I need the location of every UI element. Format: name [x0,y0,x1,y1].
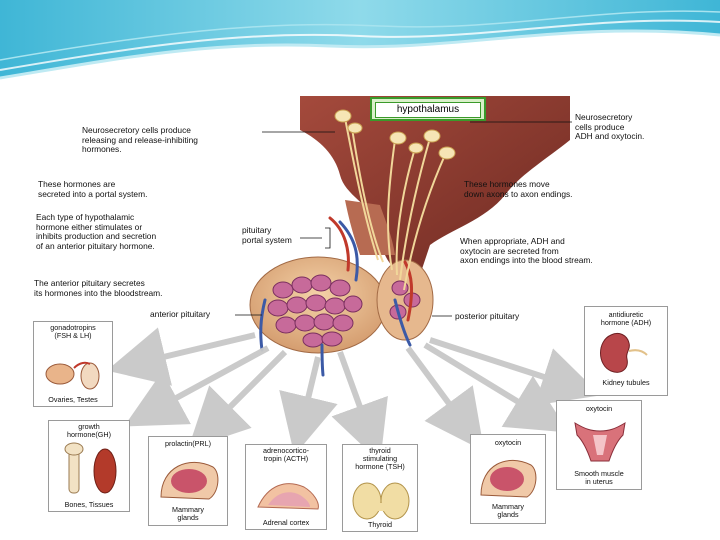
target-oxytocin-mammary-caption: Mammary glands [492,501,524,519]
target-prl-title: prolactin(PRL) [165,439,211,448]
target-acth-title: adrenocortico- tropin (ACTH) [263,446,309,464]
hypothalamus-label-tag [370,97,486,121]
target-tsh-caption: Thyroid [368,519,392,529]
target-gh [48,420,130,512]
label-neuro-releasing: Neurosecretory cells produce releasing and release-inhibiting hormones. [82,125,198,155]
target-oxytocin-uterus-title: oxytocin [585,404,613,413]
label-anterior-pituitary: anterior pituitary [150,309,211,319]
target-adh [584,306,668,396]
label-posterior-pituitary: posterior pituitary [455,311,520,321]
target-adh-caption: Kidney tubules [602,377,650,387]
label-adh-secreted: When appropriate, ADH and oxytocin are secreted from axon endings into the blood stream. [460,236,593,266]
target-gh-title: growth hormone(GH) [67,422,111,440]
target-tsh-title: thyroid stimulating hormone (TSH) [355,446,405,472]
hormone-arrows [130,335,578,440]
target-oxytocin-uterus-caption: Smooth muscle in uterus [574,468,624,486]
target-oxytocin-uterus [556,400,642,490]
hypothalamus-label: hypothalamus [375,102,481,118]
target-oxytocin-mammary [470,434,546,524]
target-gonadotropins [33,321,113,407]
target-acth [245,444,327,530]
label-neuro-adh: Neurosecretory cells produce ADH and oxytocin. [575,112,645,142]
target-adh-title: antidiuretic hormone (ADH) [600,310,652,328]
target-gonadotropins-caption: Ovaries, Testes [48,394,98,404]
label-axons-down: These hormones move down axons to axon endings. [464,179,573,199]
target-gh-caption: Bones, Tissues [64,499,114,509]
label-anterior-secretes: The anterior pituitary secretes its hormones into the bloodstream. [34,278,163,298]
target-acth-caption: Adrenal cortex [262,517,310,527]
target-gonadotropins-title: gonadotropins (FSH & LH) [50,323,96,341]
label-each-type: Each type of hypothalamic hormone either stimulates or inhibits production and secretion of an anterior pituitary hormone. [36,212,157,251]
target-prl [148,436,228,526]
target-tsh [342,444,418,532]
target-prl-caption: Mammary glands [172,504,204,522]
label-portal-secreted: These hormones are secreted into a portal system. [38,179,148,199]
label-portal-system: pituitary portal system [242,225,292,245]
target-oxytocin-mammary-title: oxytocin [494,438,522,447]
